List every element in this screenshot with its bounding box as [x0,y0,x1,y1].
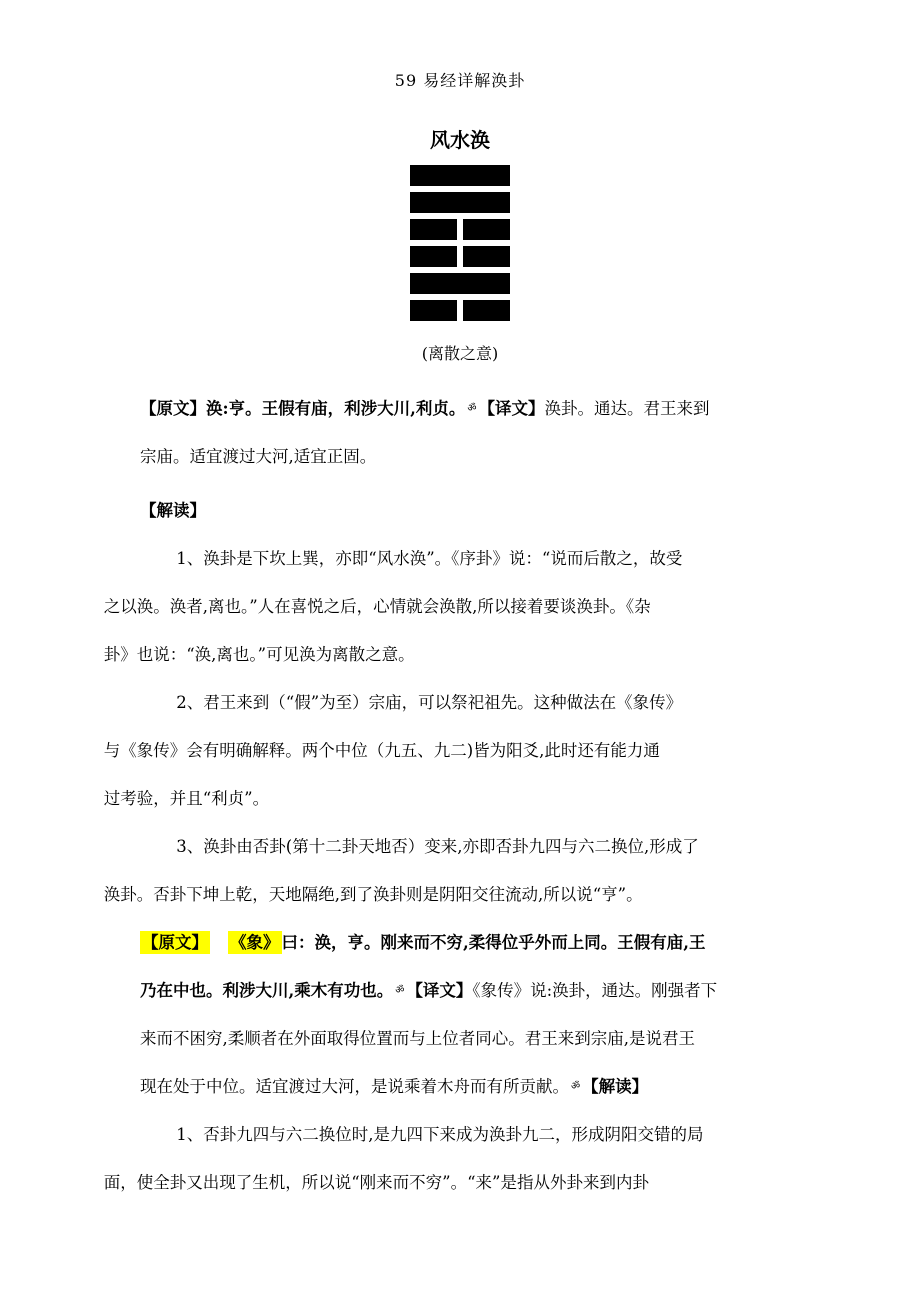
text-line: 卦》也说：“涣,离也。”可见涣为离散之意。 [103,645,415,664]
hexagram-line-second-yang [410,273,510,294]
hexagram-title: 风水涣 [430,128,490,152]
yuanwen-text: 涣:亨。王假有庙，利涉大川,利贞。 [206,399,466,418]
hexagram-meaning: (离散之意) [421,344,499,363]
paragraph-yuanwen-2 [140,919,780,1111]
document-header: 59 易经详解涣卦 [394,71,526,90]
yiwen-text-cont: 宗庙。适宜渡过大河,适宜正固。 [140,447,377,466]
hexagram-line-fourth-yin [410,219,510,240]
yiwen-text-cont: 现在处于中位。适宜渡过大河，是说乘着木舟而有所贡献。 [140,1077,569,1096]
hexagram-line-fifth-yang [410,192,510,213]
text-line: 之以涣。涣者,离也。”人在喜悦之后，心情就会涣散,所以接着要谈涣卦。《杂 [103,597,651,616]
hexagram-line-third-yin [410,246,510,267]
anchor-mark-icon: ॐ [571,1081,581,1092]
text-line: 1、涣卦是下坎上巽，亦即“风水涣”。《序卦》说：“说而后散之，故受 [176,549,683,568]
jiedu-label: 【解读】 [582,1077,649,1096]
yiwen-label: 【译文】 [406,981,473,1000]
hexagram-line-bottom-yin [410,300,510,321]
yuanwen-text-cont: 乃在中也。利涉大川,乘木有功也。 [140,981,394,1000]
text-line: 与《象传》会有明确解释。两个中位（九五、九二)皆为阳爻,此时还有能力通 [103,741,660,760]
text-line: 2、君王来到（“假”为至）宗庙，可以祭祀祖先。这种做法在《象传》 [176,693,683,712]
xiang-label-highlighted: 《象》 [230,933,280,952]
text-line: 过考验，并且“利贞”。 [103,789,270,808]
yuanwen-text: 曰：涣，亨。刚来而不穷,柔得位乎外而上同。王假有庙,王 [281,933,706,952]
hexagram-figure [410,165,510,327]
hexagram-line-top-yang [410,165,510,186]
jiedu-paragraph-4 [103,1111,780,1207]
text-line: 1、否卦九四与六二换位时,是九四下来成为涣卦九二，形成阴阳交错的局 [176,1125,704,1144]
anchor-mark-icon: ॐ [395,985,405,996]
document-body [103,385,780,1207]
text-line: 面，使全卦又出现了生机，所以说“刚来而不穷”。“来”是指从外卦来到内卦 [103,1173,649,1192]
jiedu-heading: 【解读】 [140,501,206,520]
yiwen-label: 【译文】 [478,399,545,418]
paragraph-yuanwen-1 [140,385,780,481]
anchor-mark-icon: ॐ [467,403,477,414]
yiwen-text: 涣卦。通达。君王来到 [544,399,710,418]
text-line: 涣卦。否卦下坤上乾，天地隔绝,到了涣卦则是阴阳交往流动,所以说“亨”。 [103,885,643,904]
yiwen-text: 《象传》说:涣卦，通达。刚强者下 [472,981,718,1000]
yiwen-text-cont: 来而不困穷,柔顺者在外面取得位置而与上位者同心。君王来到宗庙,是说君王 [140,1029,695,1048]
yuanwen-label-highlighted: 【原文】 [142,933,208,952]
text-line: 3、涣卦由否卦(第十二卦天地否）变来,亦即否卦九四与六二换位,形成了 [176,837,699,856]
jiedu-paragraph-3 [103,823,780,919]
jiedu-paragraph-2 [103,679,780,823]
jiedu-paragraph-1 [103,535,780,679]
yuanwen-label: 【原文】 [140,399,206,418]
